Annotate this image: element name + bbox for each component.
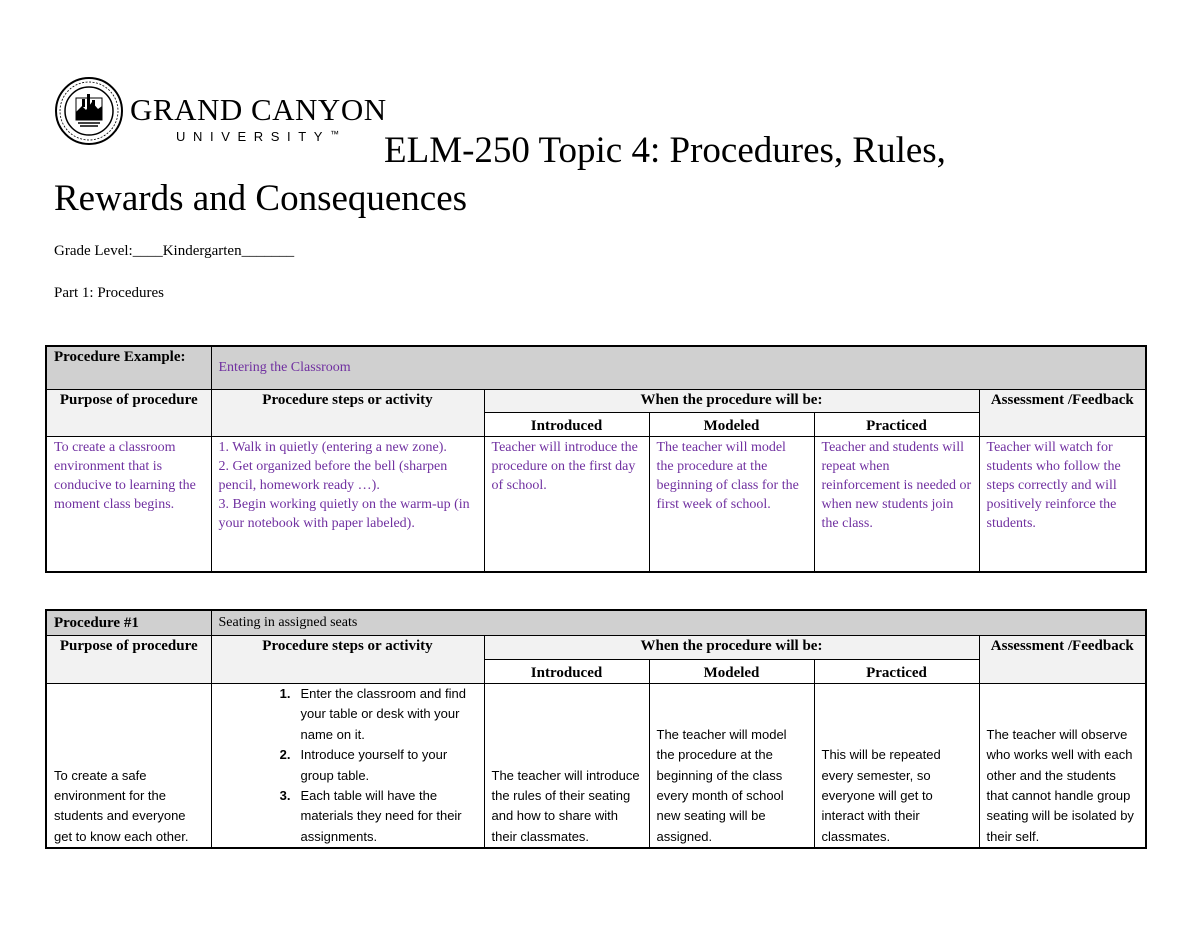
col-modeled-header: Modeled [649, 660, 814, 684]
logo-subtitle-text: UNIVERSITY [176, 129, 331, 144]
col-assessment-header: Assessment /Feedback [979, 636, 1146, 684]
col-purpose-header: Purpose of procedure [46, 389, 211, 436]
col-steps-header: Procedure steps or activity [211, 636, 484, 684]
logo-wordmark: GRAND CANYON [130, 92, 387, 127]
procedure-1-introduced: The teacher will introduce the rules of their seating and how to share with their classmates. [484, 684, 649, 849]
col-assessment-header: Assessment /Feedback [979, 389, 1146, 436]
procedure-1-purpose: To create a safe environment for the students and everyone get to know each other. [46, 684, 211, 849]
grade-level: Grade Level:____Kindergarten_______ [54, 243, 295, 259]
col-introduced-header: Introduced [484, 412, 649, 436]
example-purpose: To create a classroom environment that is conducive to learning the moment class begins. [46, 436, 211, 572]
procedure-1-label: Procedure #1 [46, 610, 211, 636]
logo-subtitle [176, 130, 339, 143]
example-introduced: Teacher will introduce the procedure on the first day of school. [484, 436, 649, 572]
document-title-line2: Rewards and Consequences [54, 178, 468, 219]
example-step: 1. Walk in quietly (entering a new zone). [218, 439, 447, 455]
col-modeled-header: Modeled [649, 412, 814, 436]
col-purpose-header: Purpose of procedure [46, 636, 211, 684]
example-step: 2. Get organized before the bell (sharpen pencil, homework ready …). [218, 458, 448, 493]
university-logo [54, 76, 387, 148]
procedure-1-name: Seating in assigned seats [211, 610, 1146, 636]
procedure-1-steps-list [265, 684, 477, 847]
example-modeled: The teacher will model the procedure at the beginning of class for the first week of school. [649, 436, 814, 572]
col-practiced-header: Practiced [814, 660, 979, 684]
trademark-symbol: ™ [330, 129, 340, 139]
procedure-1-practiced: This will be repeated every semester, so everyone will get to interact with their classmates. [814, 684, 979, 849]
procedure-example-table [45, 345, 1147, 573]
procedure-example-name: Entering the Classroom [211, 346, 1146, 389]
example-assessment: Teacher will watch for students who follow the steps correctly and will positively reinforce the students. [979, 436, 1146, 572]
document-title-line1: ELM-250 Topic 4: Procedures, Rules, [384, 130, 946, 171]
procedure-1-step: Each table will have the materials they need for their assignments. [300, 788, 462, 844]
procedure-1-modeled: The teacher will model the procedure at the beginning of the class every month of school new seating will be assigned. [649, 684, 814, 849]
col-when-header: When the procedure will be: [484, 389, 979, 412]
procedure-1-table [45, 609, 1147, 849]
procedure-example-label: Procedure Example: [46, 346, 211, 389]
col-when-header: When the procedure will be: [484, 636, 979, 660]
part-heading: Part 1: Procedures [54, 285, 164, 301]
procedure-1-steps [211, 684, 484, 849]
col-introduced-header: Introduced [484, 660, 649, 684]
procedure-1-assessment: The teacher will observe who works well with each other and the students that cannot handle group seating will be isolated by their self. [979, 684, 1146, 849]
procedure-1-step: Introduce yourself to your group table. [300, 747, 448, 783]
example-step: 3. Begin working quietly on the warm-up (in your notebook with paper labeled). [218, 497, 470, 532]
university-seal-icon [54, 76, 124, 146]
example-practiced: Teacher and students will repeat when reinforcement is needed or when new students join the class. [814, 436, 979, 572]
example-steps [211, 436, 484, 572]
col-steps-header: Procedure steps or activity [211, 389, 484, 436]
procedure-1-step: Enter the classroom and find your table or desk with your name on it. [300, 686, 466, 742]
col-practiced-header: Practiced [814, 412, 979, 436]
